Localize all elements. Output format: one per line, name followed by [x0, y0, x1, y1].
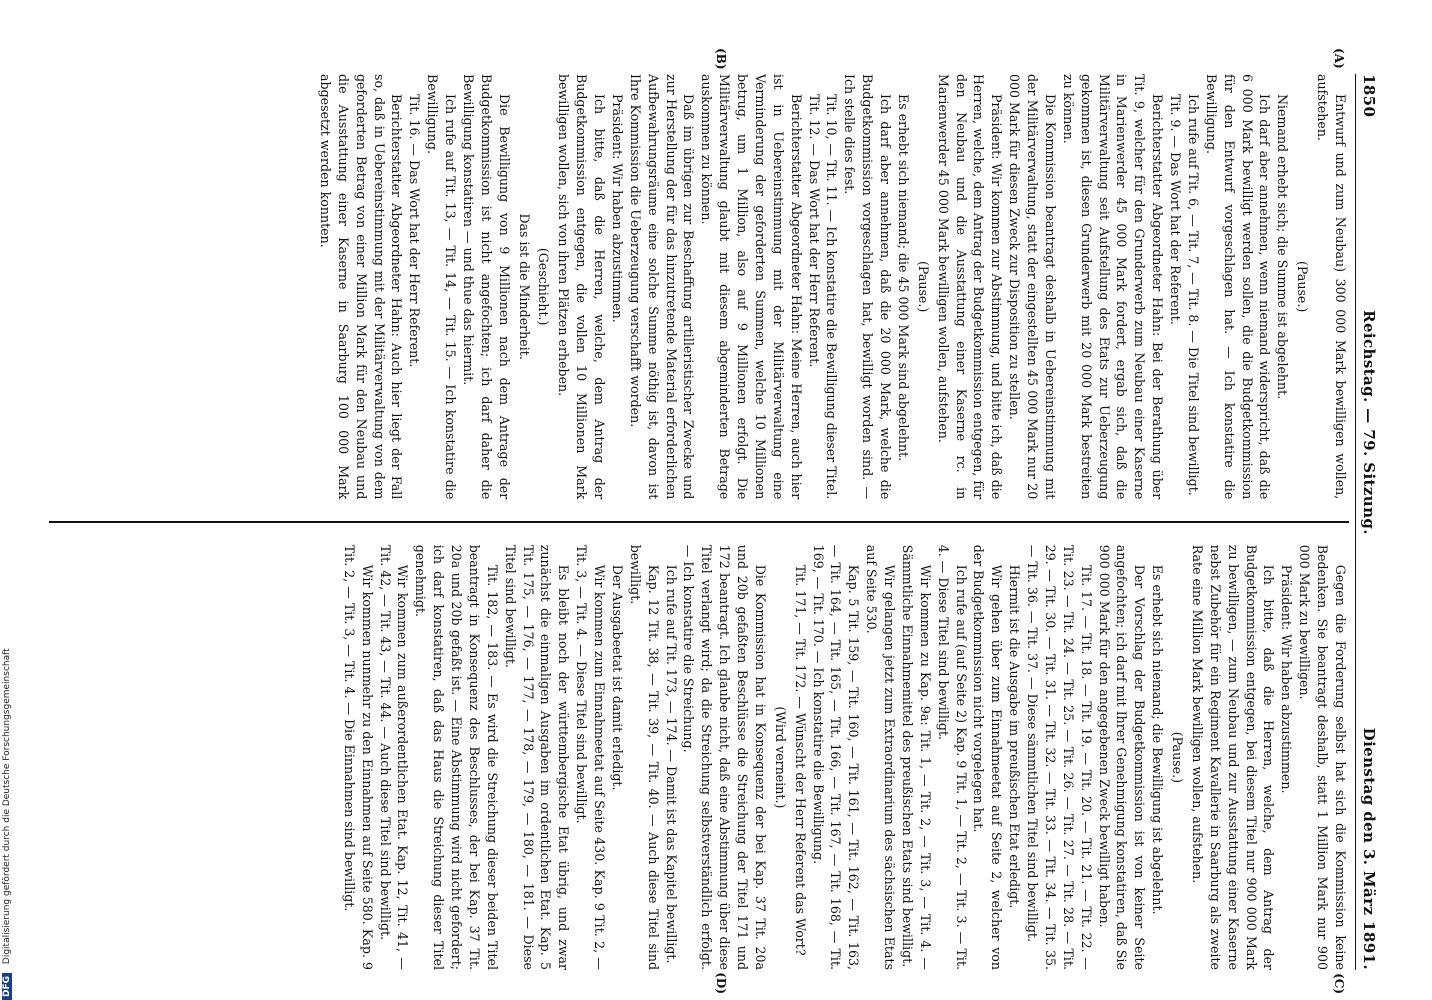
paragraph: Berichterstatter Abgeordneter Hahn: Auch hier liegt der Fall so, daß in Uebereinstimmung mit der Militärverwaltung von dem geforderten Betrag von einer Million Mark für den Neubau und die Ausstattung einer Kaserne in Saarburg 100 000 Mark abgesetzt werden konnten.: [318, 74, 405, 500]
paragraph: Daß im übrigen zur Beschaffung artilleristischer Zwecke und zur Herstellung der für das hinzutretende Material erforderlichen Aufbewahrungsräume eine solche Summe nöthig ist, davon ist Ihre Kommission die Ueberzeugung verschafft worden.: [627, 74, 697, 500]
paragraph: Die Bewilligung von 9 Millionen nach dem Antrage der Budgetkommission ist nicht angefochten; ich darf daher die Bewilligung konstatiren — und thue das hiermit.: [461, 74, 512, 500]
paragraph: Präsident: Wir haben abzustimmen.: [1279, 564, 1295, 794]
paragraph: (Pause.): [1170, 731, 1186, 784]
paragraph: Das ist die Minderheit.: [516, 213, 532, 360]
paragraph: Tit. 12. — Das Wort hat der Herr Referent.: [806, 94, 822, 368]
header-date: Dienstag den 3. März 1891.: [1360, 727, 1378, 970]
paragraph: Hiermit ist die Ausgabe im preußischen Etat erledigt.: [1007, 564, 1023, 909]
header-title: Reichstag. — 79. Sitzung.: [1360, 310, 1378, 535]
paragraph: Wir kommen zu Kap. 9a: Tit. 1, — Tit. 2, — Tit. 3, — Tit. 4. — Sämmtliche Einnahmemittel des preußischen Etats sind bewilligt.: [900, 544, 933, 971]
paragraph: Tit. 16. — Das Wort hat der Herr Referent.: [407, 94, 423, 368]
paragraph: Ich rufe auf (auf Seite 2) Kap. 9 Tit. 1, — Tit. 2, — Tit. 3. — Tit. 4. — Diese Titel sind bewilligt.: [935, 544, 969, 971]
paragraph: Die Kommission hat in Konsequenz der bei Kap. 37 Tit. 20a und 20b gefaßten Beschlüsse die Streichung der Titel 171 und 172 beantragt. Ich glaube nicht, daß eine Abstimmung über diese Titel verlangt wird; da die Streichung selbstverständlich erfolgt. — Ich konstatire die Streichung.: [681, 544, 768, 971]
page-number: 1850: [1360, 74, 1378, 118]
text-columns: [49, 48, 1349, 995]
paragraph: Tit. 17. — Tit. 18. — Tit. 19. — Tit. 20. — Tit. 21. — Tit. 22. — Tit. 23. — Tit. 24. — Tit. 25. — Tit. 26. — Tit. 27. — Tit. 28. — Tit. 29. — Tit. 30. — Tit. 31. — Tit. 32. — Tit. 33. — Tit. 34. — Tit. 35. — Tit. 36. — Tit. 37. — Diese sämmtlichen Titel sind bewilligt.: [1025, 544, 1094, 971]
credit-text: Digitalisierung gefördert durch die Deutsche Forschungsgemeinschaft: [2, 648, 12, 965]
margin-marker-c: (C): [1332, 973, 1346, 995]
margin-marker-a: (A): [1332, 48, 1346, 69]
right-column: [49, 544, 1349, 995]
margin-marker-b: (B): [714, 48, 728, 70]
paragraph: Wir gelangen jetzt zum Extraordinarium des sächsischen Etats auf Seite 530.: [864, 544, 898, 971]
paragraph: Berichterstatter Abgeordneter Hahn: Bei der Berathung über Tit. 9, welcher für den Grunderwerb zum Neubau einer Kaserne in Marienwerder 45 000 Mark fordert, ergab sich, daß die Militärverwaltung seit Aufstellung des Etats zur Ueberzeugung gekommen ist, diesen Grunderwerb mit 20 000 Mark bestreiten zu können.: [1060, 74, 1166, 500]
paragraph: Wir kommen zum Einnahmeetat auf Seite 430. Kap. 9 Tit. 2, — Tit. 3, — Tit. 4. — Diese Titel sind bewilligt.: [574, 544, 608, 971]
paragraph: Es bleibt noch der württembergische Etat übrig, und zwar zunächst die einmaligen Ausgaben im ordentlichen Etat. Kap. 5 Tit. 175, — 176, — 177, — 178, — 179, — 180, — 181. — Diese Titel sind bewilligt.: [502, 544, 572, 971]
paragraph: Tit. 171, — Tit. 172. — Wünscht der Herr Referent das Wort?: [792, 564, 808, 956]
paragraph: Tit. 10, — Tit. 11. — Ich konstatire die Bewilligung dieser Titel.: [824, 94, 840, 500]
paragraph: Ich bitte, daß die Herren, welche, dem Antrag der Budgetkommission entgegen, die vollen 10 Millionen Mark bewilligen wollen, sich von ihren Plätzen erheben.: [556, 74, 608, 500]
paragraph: Es erhebt sich niemand; die 45 000 Mark sind abgelehnt.: [896, 94, 911, 462]
paragraph: Kap. 12 Tit. 38, — Tit. 39, — Tit. 40. — Auch diese Titel sind bewilligt.: [627, 544, 661, 971]
margin-marker-d: (D): [714, 972, 728, 995]
paragraph: (Pause.): [915, 261, 931, 313]
dfg-logo: DFG: [2, 973, 12, 1000]
paragraph: Ich darf aber annehmen, daß die 20 000 Mark, welche die Budgetkommission vorgeschlagen hat, bewilligt worden sind. — Ich stelle dies fest.: [842, 74, 894, 500]
digitization-credit: [2, 648, 12, 1000]
paragraph: Die Kommission beantragt deshalb in Uebereinstimmung mit der Militärverwaltung, statt der eingestellten 45 000 Mark nur 20 000 Mark für diesen Zweck zur Disposition zu stellen.: [1007, 74, 1058, 500]
left-column: [49, 48, 1349, 500]
paragraph: Der Vorschlag der Budgetkommission ist von keiner Seite angefochten; ich darf mit Ihrer Genehmigung konstatiren, daß Sie 900 000 Mark für den angegebenen Zweck bewilligt haben.: [1096, 544, 1148, 971]
paragraph: Ich darf aber annehmen, wenn niemand widerspricht, daß die 6 000 Mark bewilligt werden sollen, die die Budgetkommission für den Entwurf vorgeschlagen hat. — Ich konstatire die Bewilligung.: [1203, 74, 1273, 500]
paragraph: Berichterstatter Abgeordneter Hahn: Meine Herren, auch hier ist in Uebereinstimmung mit der Militärverwaltung eine Verminderung der geforderten Summen, welche 10 Millionen betrug, um 1 Million, also auf 9 Millionen erfolgt. Die Militärverwaltung glaubt mit diesem abgeminderten Betrage auskommen zu können.: [699, 74, 804, 500]
paragraph: Ich rufe auf Tit. 173, — 174. — Damit ist das Kapitel bewilligt.: [663, 564, 679, 964]
paragraph: Ich bitte, daß die Herren, welche, dem Antrag der Budgetkommission entgegen, bei diesem Titel nur 900 000 Mark zu bewilligen, — zum Neubau und zur Ausstattung einer Kaserne nebst Zubehör für ein Regiment Kavallerie in Saarburg als zweite Rate eine Million Mark bewilligen wollen, aufstehen.: [1190, 544, 1277, 971]
paragraph: Tit. 9. — Das Wort hat der Referent.: [1168, 94, 1184, 325]
paragraph: (Wird verneint.): [772, 706, 788, 809]
paragraph: Ich rufe auf Tit. 13, — Tit. 14, — Tit. 15. — Ich konstatire die Bewilligung.: [425, 74, 459, 500]
paragraph: Ich rufe auf Tit. 6, — Tit. 7, — Tit. 8. — Die Titel sind bewilligt.: [1186, 94, 1201, 496]
paragraph: Wir kommen zum außerordentlichen Etat. Kap. 12, Tit. 41, — Tit. 42, — Tit. 43, — Tit. 44. — Auch diese Titel sind bewilligt.: [377, 544, 411, 971]
paragraph: Gegen die Forderung selbst hat sich die Kommission keine Bedenken. Sie beantragt deshalb, statt 1 Million Mark nur 900 000 Mark zu bewilligen.: [1297, 544, 1348, 971]
paragraph: Präsident: Wir kommen zur Abstimmung, und bitte ich, daß die Herren, welche, dem Antrag der Budgetkommission entgegen, für den Neubau und die Ausstattung einer Kaserne rc. in Marienwerder 45 000 Mark bewilligen wollen, aufstehen.: [935, 74, 1005, 500]
paragraph: Entwurf und zum Neubau) 300 000 Mark bewilligen wollen, aufstehen.: [1315, 74, 1348, 500]
column-divider: [49, 521, 1349, 522]
paragraph: (Geschieht.): [536, 247, 552, 326]
paragraph: Niemand erhebt sich; die Summe ist abgelehnt.: [1275, 94, 1291, 400]
paragraph: Wir gehen über zum Einnahmeetat auf Seite 2, welcher von der Budgetkommission nicht vorgelegen hat.: [971, 544, 1005, 971]
paragraph: Es erhebt sich niemand; die Bewilligung ist abgelehnt.: [1150, 564, 1166, 915]
running-header: [1355, 74, 1378, 970]
paragraph: Kap. 5 Tit. 159, — Tit. 160, — Tit. 161, — Tit. 162, — Tit. 163, — Tit. 164, — Tit. 165, — Tit. 166, — Tit. 167, — Tit. 168, — Tit. 169, — Tit. 170. — Ich konstatire die Bewilligung.: [810, 544, 862, 971]
paragraph: Der Ausgabeetat ist damit erledigt.: [610, 564, 625, 791]
paragraph: Tit. 182, — 183. — Es wird die Streichung dieser beiden Titel beantragt in Konsequenz des Beschlusses, der bei Kap. 37 Tit. 20a und 20b gefaßt ist. — Eine Abstimmung wird nicht gefordert; ich darf konstatiren, daß das Haus die Streichung dieser Titel genehmigt.: [413, 544, 500, 971]
paragraph: (Pause.): [1295, 261, 1311, 313]
paragraph: Wir kommen nunmehr zu den Einnahmen auf Seite 580. Kap. 9 Tit. 2, — Tit. 3, — Tit. 4. — Die Einnahmen sind bewilligt.: [341, 544, 375, 971]
paragraph: Präsident: Wir haben abzustimmen.: [610, 94, 625, 323]
